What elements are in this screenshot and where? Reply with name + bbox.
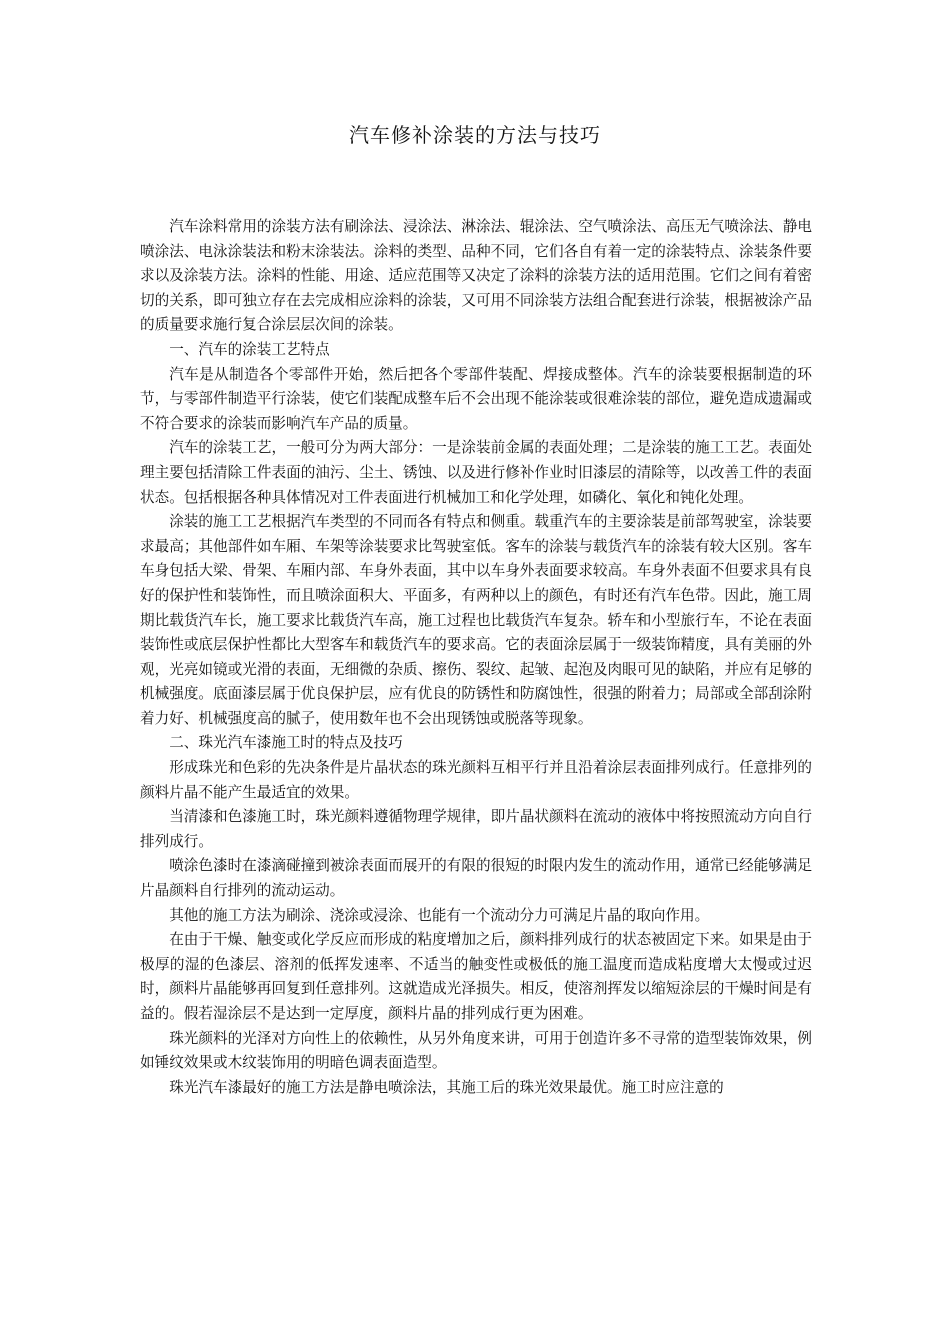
paragraph: 汽车是从制造各个零部件开始，然后把各个零部件装配、焊接成整体。汽车的涂装要根据制造的环节，与零部件制造平行涂装，使它们装配成整车后不会出现不能涂装或很难涂装的部位，避免造成遗漏或不符合要求的涂装而影响汽车产品的质量。 (140, 365, 812, 432)
paragraph: 珠光汽车漆最好的施工方法是静电喷涂法，其施工后的珠光效果最优。施工时应注意的 (169, 1078, 724, 1096)
paragraph: 珠光颜料的光泽对方向性上的依赖性，从另外角度来讲，可用于创造许多不寻常的造型装饰效果，例如锤纹效果或木纹装饰用的明暗色调表面造型。 (140, 1029, 812, 1072)
paragraph: 涂装的施工工艺根据汽车类型的不同而各有特点和侧重。载重汽车的主要涂装是前部驾驶室，涂装要求最高；其他部件如车厢、车架等涂装要求比驾驶室低。客车的涂装与载货汽车的涂装有较大区别。客车车身包括大梁、骨架、车厢内部、车身外表面，其中以车身外表面要求较高。车身外表面不但要求具有良好的保护性和装饰性，而且喷涂面积大、平面多，有两种以上的颜色，有时还有汽车色带。因此，施工周期比载货汽车长，施工要求比载货汽车高，施工过程也比载货汽车复杂。轿车和小型旅行车，不论在表面装饰性或底层保护性都比大型客车和载货汽车的要求高。它的表面涂层属于一级装饰精度，具有美丽的外观，光亮如镜或光滑的表面，无细微的杂质、擦伤、裂纹、起皱、起泡及肉眼可见的缺陷，并应有足够的机械强度。底面漆层属于优良保护层，应有优良的防锈性和防腐蚀性，很强的附着力；局部或全部刮涂附着力好、机械强度高的腻子，使用数年也不会出现锈蚀或脱落等现象。 (140, 513, 812, 727)
paragraph: 当清漆和色漆施工时，珠光颜料遵循物理学规律，即片晶状颜料在流动的液体中将按照流动方向自行排列成行。 (140, 808, 812, 850)
paragraph: 形成珠光和色彩的先决条件是片晶状态的珠光颜料互相平行并且沿着涂层表面排列成行。任意排列的颜料片晶不能产生最适宜的效果。 (140, 759, 812, 801)
section-heading-2: 二、珠光汽车漆施工时的特点及技巧 (169, 734, 403, 752)
paragraph: 喷涂色漆时在漆滴碰撞到被涂表面而展开的有限的很短的时限内发生的流动作用，通常已经能够满足片晶颜料自行排列的流动运动。 (140, 857, 812, 900)
paragraph: 汽车的涂装工艺，一般可分为两大部分：一是涂装前金属的表面处理；二是涂装的施工工艺。表面处理主要包括清除工件表面的油污、尘土、锈蚀、以及进行修补作业时旧漆层的清除等，以改善工件的表面状态。包括根据各种具体情况对工件表面进行机械加工和化学处理，如磷化、氧化和钝化处理。 (140, 439, 812, 506)
document-title: 汽车修补涂装的方法与技巧 (349, 123, 601, 147)
document-body (140, 215, 812, 1100)
paragraph-intro: 汽车涂料常用的涂装方法有刷涂法、浸涂法、淋涂法、辊涂法、空气喷涂法、高压无气喷涂法、静电喷涂法、电泳涂装法和粉末涂装法。涂料的类型、品种不同，它们各自有着一定的涂装特点、涂装条件要求以及涂装方法。涂料的性能、用途、适应范围等又决定了涂料的涂装方法的适用范围。它们之间有着密切的关系，即可独立存在去完成相应涂料的涂装，又可用不同涂装方法组合配套进行涂装，根据被涂产品的质量要求施行复合涂层层次间的涂装。 (140, 218, 812, 334)
paragraph: 其他的施工方法为刷涂、浇涂或浸涂、也能有一个流动分力可满足片晶的取向作用。 (169, 906, 710, 924)
section-heading-1: 一、汽车的涂装工艺特点 (169, 340, 330, 358)
paragraph: 在由于干燥、触变或化学反应而形成的粘度增加之后，颜料排列成行的状态被固定下来。如果是由于极厚的湿的色漆层、溶剂的低挥发速率、不适当的触变性或极低的施工温度而造成粘度增大太慢或过迟时，颜料片晶能够再回复到任意排列。这就造成光泽损失。相反，使溶剂挥发以缩短涂层的干燥时间是有益的。假若湿涂层不是达到一定厚度，颜料片晶的排列成行更为困难。 (140, 931, 812, 1022)
